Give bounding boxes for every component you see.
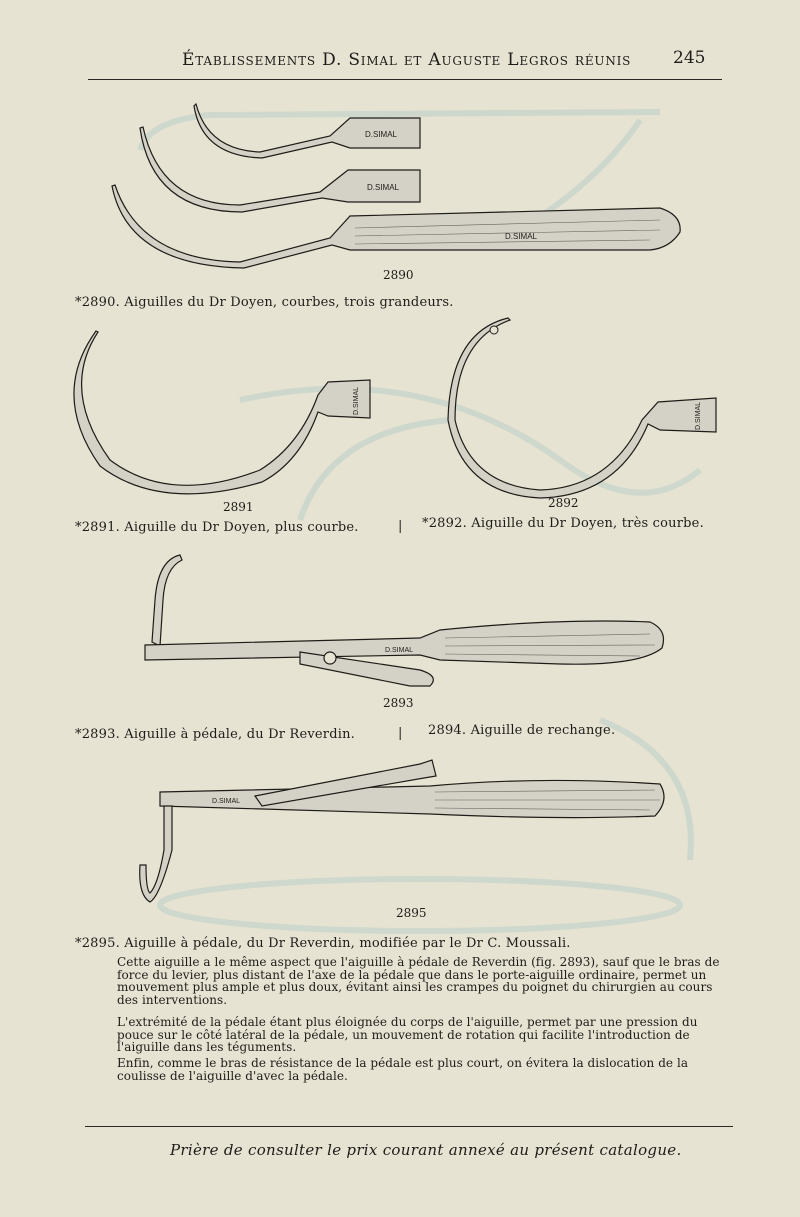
running-header-title: Établissements D. Simal et Auguste Legros réunis bbox=[182, 50, 632, 70]
figure-2893-number: 2893 bbox=[383, 696, 414, 710]
figure-2890-stamp-small: D.SIMAL bbox=[365, 130, 398, 139]
figure-2892-caption-ref: *2892. bbox=[422, 516, 467, 531]
figure-2891-stamp: D.SIMAL bbox=[353, 386, 360, 415]
figure-2893-stamp: D.SIMAL bbox=[385, 647, 414, 654]
figure-2891-caption-text: Aiguille du Dr Doyen, plus courbe. bbox=[124, 520, 359, 535]
description-paragraph-2: L'extrémité de la pédale étant plus éloignée du corps de l'aiguille, permet par une pression du pouce sur le côté latéral de la pédale, un mouvement de rotation qui facilite l'introduction de l'aiguille dans les téguments. bbox=[117, 1015, 698, 1054]
figure-2890-stamp-large: D.SIMAL bbox=[505, 232, 538, 241]
figure-2894-caption-text: Aiguille de rechange. bbox=[470, 723, 616, 738]
footer-divider bbox=[85, 1126, 733, 1127]
figure-2893-caption-text: Aiguille à pédale, du Dr Reverdin. bbox=[124, 727, 356, 742]
figure-2890-stamp-medium: D.SIMAL bbox=[367, 183, 400, 192]
figure-2891-caption-ref: *2891. bbox=[75, 520, 120, 535]
footer-price-note: Prière de consulter le prix courant annexé au présent catalogue. bbox=[170, 1141, 682, 1159]
description-paragraph-1: Cette aiguille a le même aspect que l'aiguille à pédale de Reverdin (fig. 2893), sauf que le bras de force du levier, plus distant de l'axe de la pédale que dans le porte-aiguille ordinaire, permet un mouvement plus ample et plus doux, évitant ainsi les crampes du poignet du chirurgien au cours des interventions. bbox=[117, 955, 720, 1007]
figure-2895-caption bbox=[75, 936, 571, 951]
figure-2892-caption-text: Aiguille du Dr Doyen, très courbe. bbox=[471, 516, 704, 531]
caption-separator: | bbox=[398, 519, 403, 534]
figure-2892-number: 2892 bbox=[548, 496, 579, 510]
figure-2895-caption-text: Aiguille à pédale, du Dr Reverdin, modifiée par le Dr C. Moussali. bbox=[124, 936, 571, 951]
figure-2890-number: 2890 bbox=[383, 268, 414, 282]
description-paragraph-3: Enfin, comme le bras de résistance de la pédale est plus court, on évitera la dislocation de la coulisse de l'aiguille d'avec la pédale. bbox=[117, 1056, 689, 1083]
figure-2890-caption-ref: *2890. bbox=[75, 295, 120, 310]
figure-2894-caption-ref: 2894. bbox=[428, 723, 467, 738]
caption-separator-2: | bbox=[398, 726, 403, 741]
figure-2893-caption-ref: *2893. bbox=[75, 727, 120, 742]
figure-2892-stamp: D.SIMAL bbox=[695, 401, 702, 430]
figure-2895-caption-ref: *2895. bbox=[75, 936, 120, 951]
figure-2890-caption-text: Aiguilles du Dr Doyen, courbes, trois grandeurs. bbox=[124, 295, 454, 310]
figure-2895-stamp: D.SIMAL bbox=[212, 798, 241, 805]
page-number: 245 bbox=[673, 48, 706, 68]
figure-2891-number: 2891 bbox=[223, 500, 254, 514]
figure-2895-number: 2895 bbox=[396, 906, 427, 920]
